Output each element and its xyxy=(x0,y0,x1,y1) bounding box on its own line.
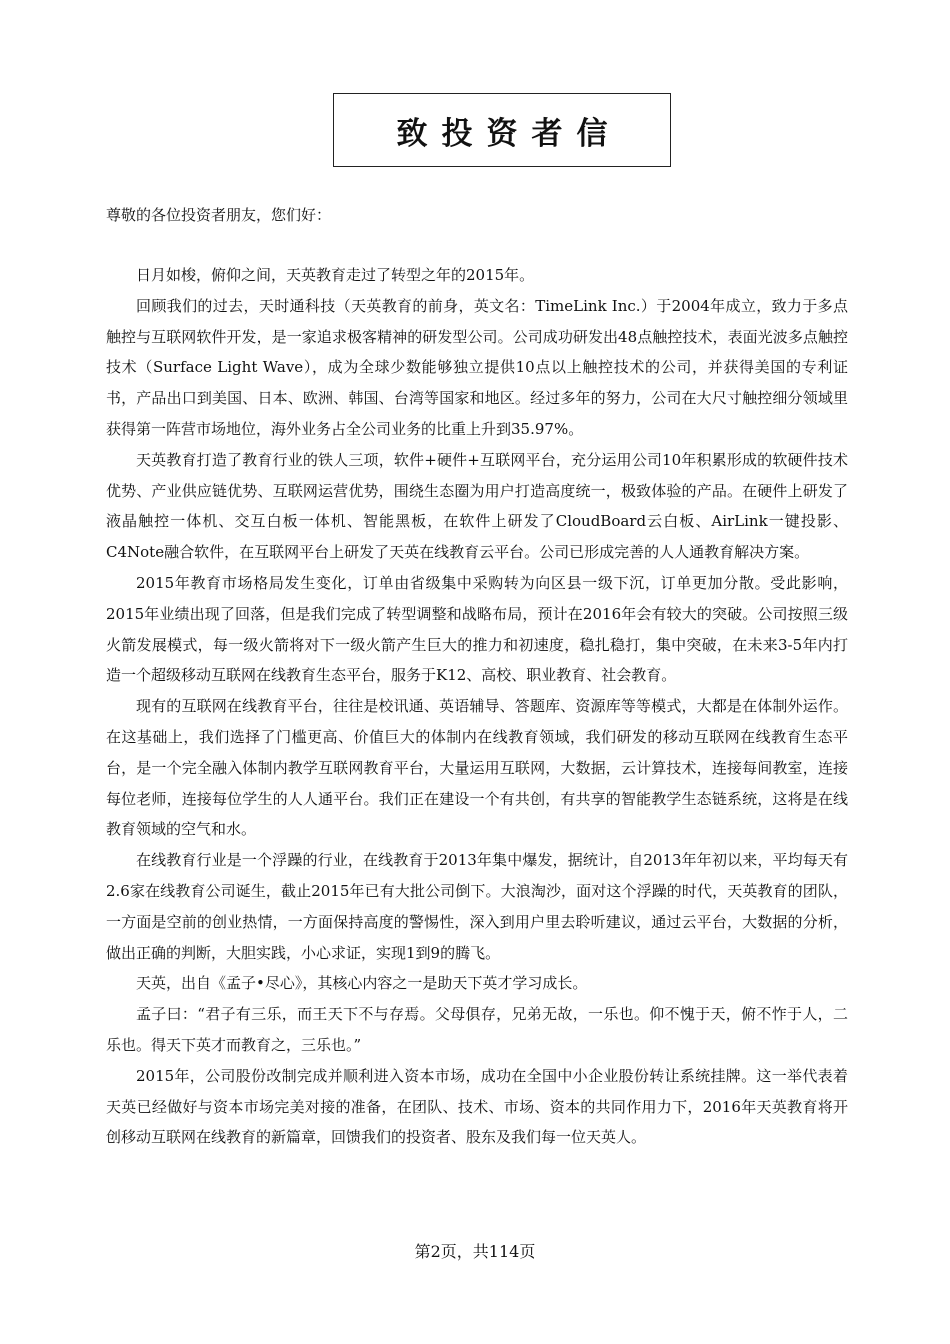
title-box xyxy=(333,93,671,167)
paragraph: 日月如梭，俯仰之间，天英教育走过了转型之年的2015年。 xyxy=(136,266,535,284)
paragraph: 在线教育行业是一个浮躁的行业，在线教育于2013年集中爆发，据统计，自2013年年初以来，平均每天有2.6家在线教育公司诞生，截止2015年已有大批公司倒下。大浪淘沙，面对这个浮躁的时代，天英教育的团队，一方面是空前的创业热情，一方面保持高度的警惕性，深入到用户里去聆听建议，通过云平台，大数据的分析，做出正确的判断，大胆实践，小心求证，实现1到9的腾飞。 xyxy=(106,851,848,962)
page-number-footer: 第2页，共114页 xyxy=(414,1242,536,1261)
paragraph: 天英教育打造了教育行业的铁人三项，软件+硬件+互联网平台，充分运用公司10年积累形成的软硬件技术优势、产业供应链优势、互联网运营优势，围绕生态圈为用户打造高度统一，极致体验的产品。在硬件上研发了液晶触控一体机、交互白板一体机、智能黑板，在软件上研发了CloudBoard云白板、AirLink一键投影、C4Note融合软件，在互联网平台上研发了天英在线教育云平台。公司已形成完善的人人通教育解决方案。 xyxy=(106,450,848,562)
paragraph: 2015年，公司股份改制完成并顺利进入资本市场，成功在全国中小企业股份转让系统挂牌。这一举代表着天英已经做好与资本市场完美对接的准备，在团队、技术、市场、资本的共同作用力下，2016年天英教育将开创移动互联网在线教育的新篇章，回馈我们的投资者、股东及我们每一位天英人。 xyxy=(106,1066,848,1147)
paragraph: 回顾我们的过去，天时通科技（天英教育的前身，英文名：TimeLink Inc.）于2004年成立，致力于多点触控与互联网软件开发，是一家追求极客精神的研发型公司。公司成功研发出48点触控技术，表面光波多点触控技术（Surface Light Wave），成为全球少数能够独立提供10点以上触控技术的公司，并获得美国的专利证书，产品出口到美国、日本、欧洲、韩国、台湾等国家和地区。经过多年的努力，公司在大尺寸触控细分领域里获得第一阵营市场地位，海外业务占全公司业务的比重上升到35.97%。 xyxy=(106,296,848,438)
paragraph: 现有的互联网在线教育平台，往往是校讯通、英语辅导、答题库、资源库等等模式，大都是在体制外运作。在这基础上，我们选择了门槛更高、价值巨大的体制内在线教育领域，我们研发的移动互联网在线教育生态平台，是一个完全融入体制内教学互联网教育平台，大量运用互联网，大数据，云计算技术，连接每间教室，连接每位老师，连接每位学生的人人通平台。我们正在建设一个有共创，有共享的智能教学生态链系统，这将是在线教育领域的空气和水。 xyxy=(106,697,848,839)
letter-body xyxy=(106,260,848,1153)
paragraph: 2015年教育市场格局发生变化，订单由省级集中采购转为向区县一级下沉，订单更加分散。受此影响，2015年业绩出现了回落，但是我们完成了转型调整和战略布局，预计在2016年会有较大的突破。公司按照三级火箭发展模式，每一级火箭将对下一级火箭产生巨大的推力和初速度，稳扎稳打，集中突破，在未来3-5年内打造一个超级移动互联网在线教育生态平台，服务于K12、高校、职业教育、社会教育。 xyxy=(106,573,848,685)
page-title: 致投资者信 xyxy=(396,115,622,152)
paragraph: 孟子曰：“君子有三乐，而王天下不与存焉。父母俱存，兄弟无故，一乐也。仰不愧于天，俯不怍于人，二乐也。得天下英才而教育之，三乐也。” xyxy=(106,1005,848,1054)
paragraph: 天英，出自《孟子•尽心》，其核心内容之一是助天下英才学习成长。 xyxy=(136,974,588,993)
salutation: 尊敬的各位投资者朋友，您们好： xyxy=(106,206,332,224)
